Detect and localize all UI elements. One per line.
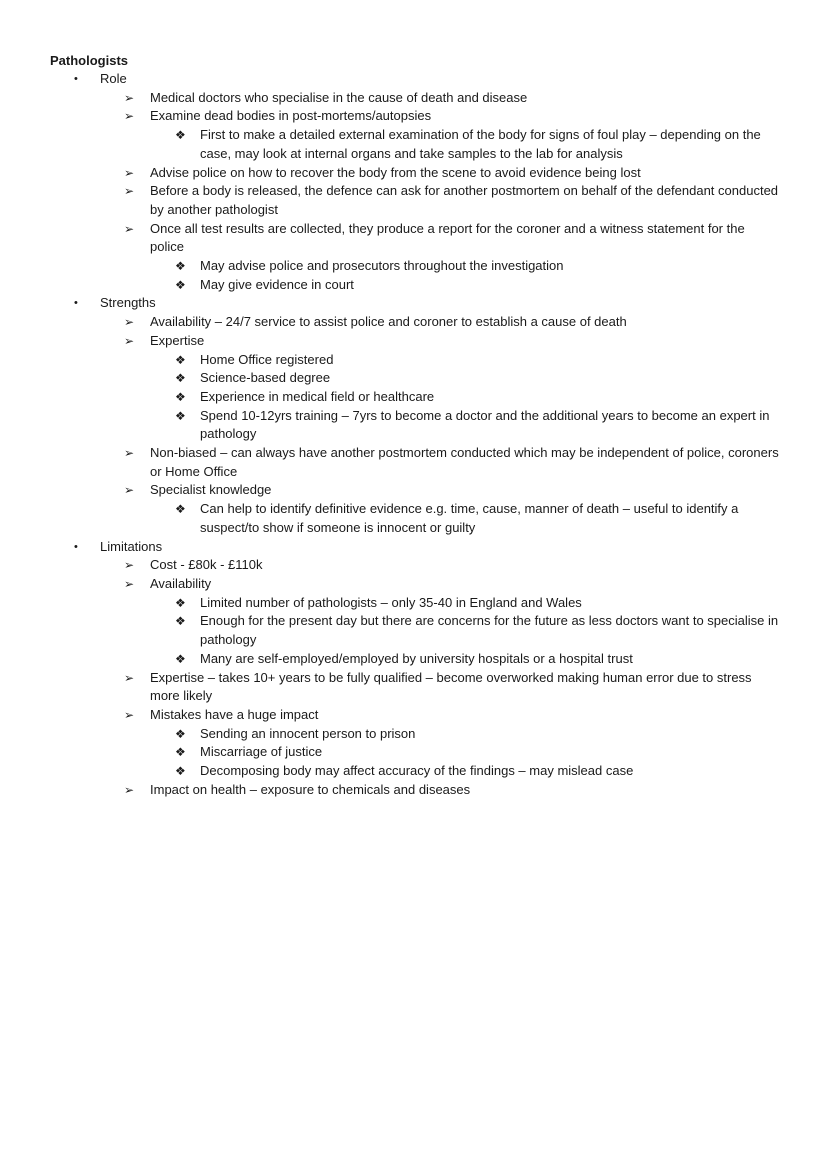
diamond-bullet-icon: ❖ xyxy=(175,726,186,741)
arrow-bullet-icon: ➢ xyxy=(124,315,135,330)
sub-list-item-text: Can help to identify definitive evidence e.g. time, cause, manner of death – useful to identify a suspect/to show if someone is innocent or guilty xyxy=(200,501,739,535)
sub-list-item xyxy=(0,743,780,762)
list-item xyxy=(0,556,780,575)
list-item-text: Specialist knowledge xyxy=(150,482,272,498)
section-limitations xyxy=(0,538,828,557)
sub-list-item-text: Sending an innocent person to prison xyxy=(200,725,416,741)
arrow-bullet-icon: ➢ xyxy=(124,184,135,199)
diamond-bullet-icon: ❖ xyxy=(175,128,186,143)
list-item-text: Impact on health – exposure to chemicals and diseases xyxy=(150,781,471,797)
sub-list-item-text: Spend 10-12yrs training – 7yrs to become a doctor and the additional years to become an expert in pathology xyxy=(200,407,770,442)
list-item-text: Medical doctors who specialise in the cause of death and disease xyxy=(150,89,528,105)
sub-list-item-text: Science-based degree xyxy=(200,370,331,386)
arrow-bullet-icon: ➢ xyxy=(124,221,135,236)
sub-list-item-text: Miscarriage of justice xyxy=(200,744,323,760)
list-item-text: Expertise – takes 10+ years to be fully qualified – become overworked making human error due to stress more likely xyxy=(150,669,752,704)
diamond-bullet-icon: ❖ xyxy=(175,389,186,404)
arrow-bullet-icon: ➢ xyxy=(124,558,135,573)
list-item-text: Examine dead bodies in post-mortems/autopsies xyxy=(150,108,432,124)
sub-list-item xyxy=(0,369,780,388)
bullet-icon: • xyxy=(74,540,78,553)
list-item-text: Before a body is released, the defence can ask for another postmortem on behalf of the defendant conducted by another pathologist xyxy=(150,183,779,217)
sub-list-item-text: May give evidence in court xyxy=(200,276,354,292)
list-item-text: Advise police on how to recover the body from the scene to avoid evidence being lost xyxy=(150,164,641,180)
arrow-bullet-icon: ➢ xyxy=(124,446,135,461)
list-item xyxy=(0,444,780,481)
list-item-text: Expertise xyxy=(150,332,205,348)
arrow-bullet-icon: ➢ xyxy=(124,90,135,105)
bullet-icon: • xyxy=(74,73,78,85)
section-heading: Strengths xyxy=(100,295,156,311)
sub-list-item xyxy=(0,725,780,744)
list-item xyxy=(0,182,780,219)
list-item-text: Once all test results are collected, they produce a report for the coroner and a witness statement for the police xyxy=(150,220,745,255)
sub-list-item xyxy=(0,500,780,537)
diamond-bullet-icon: ❖ xyxy=(175,371,186,386)
sub-list-item-text: First to make a detailed external examination of the body for signs of foul play – depending on the case, may look at internal organs and take samples to the lab for analysis xyxy=(200,127,761,161)
list-item xyxy=(0,89,780,108)
sub-list-item xyxy=(0,650,780,669)
list-item xyxy=(0,481,780,500)
list-item xyxy=(0,669,780,706)
sub-list-item xyxy=(0,257,780,276)
diamond-bullet-icon: ❖ xyxy=(175,352,186,367)
sub-list-item xyxy=(0,762,780,781)
sub-list-item xyxy=(0,407,780,444)
notes-list xyxy=(0,70,828,799)
sub-list-item-text: Experience in medical field or healthcare xyxy=(200,388,435,404)
arrow-bullet-icon: ➢ xyxy=(124,483,135,498)
bullet-icon: • xyxy=(74,297,78,310)
arrow-bullet-icon: ➢ xyxy=(124,670,135,685)
sub-list-item-text: Limited number of pathologists – only 35-40 in England and Wales xyxy=(200,594,582,610)
sub-list-item xyxy=(0,276,780,295)
section-heading: Role xyxy=(100,71,127,86)
sub-list-item xyxy=(0,388,780,407)
sub-list-item-text: Enough for the present day but there are concerns for the future as less doctors want to specialise in pathology xyxy=(200,613,779,648)
list-item-text: Mistakes have a huge impact xyxy=(150,706,319,722)
arrow-bullet-icon: ➢ xyxy=(124,782,135,797)
list-item xyxy=(0,164,780,183)
sub-list-item xyxy=(0,126,780,163)
arrow-bullet-icon: ➢ xyxy=(124,165,135,180)
diamond-bullet-icon: ❖ xyxy=(175,502,186,517)
diamond-bullet-icon: ❖ xyxy=(175,614,186,629)
arrow-bullet-icon: ➢ xyxy=(124,707,135,722)
list-item xyxy=(0,220,780,257)
diamond-bullet-icon: ❖ xyxy=(175,259,186,274)
sub-list-item xyxy=(0,594,780,613)
sub-list-item-text: May advise police and prosecutors throughout the investigation xyxy=(200,258,564,274)
list-item-text: Cost - £80k - £110k xyxy=(150,557,263,573)
list-item-text: Availability – 24/7 service to assist police and coroner to establish a cause of death xyxy=(150,314,627,330)
diamond-bullet-icon: ❖ xyxy=(175,277,186,292)
sub-list-item-text: Decomposing body may affect accuracy of the findings – may mislead case xyxy=(200,763,634,779)
list-item xyxy=(0,781,780,800)
arrow-bullet-icon: ➢ xyxy=(124,109,135,124)
diamond-bullet-icon: ❖ xyxy=(175,764,186,779)
diamond-bullet-icon: ❖ xyxy=(175,651,186,666)
list-item xyxy=(0,332,780,351)
sub-list-item-text: Many are self-employed/employed by university hospitals or a hospital trust xyxy=(200,650,633,666)
sub-list-item xyxy=(0,351,780,370)
sub-list-item xyxy=(0,612,780,649)
list-item xyxy=(0,575,780,594)
diamond-bullet-icon: ❖ xyxy=(175,408,186,423)
page-title: Pathologists xyxy=(50,53,129,68)
sub-list-item-text: Home Office registered xyxy=(200,351,334,367)
list-item xyxy=(0,313,780,332)
list-item xyxy=(0,107,780,126)
list-item-text: Availability xyxy=(150,575,212,591)
arrow-bullet-icon: ➢ xyxy=(124,576,135,591)
diamond-bullet-icon: ❖ xyxy=(175,595,186,610)
section-role xyxy=(0,70,828,89)
diamond-bullet-icon: ❖ xyxy=(175,745,186,760)
list-item xyxy=(0,706,780,725)
section-strengths xyxy=(0,294,828,313)
section-heading: Limitations xyxy=(100,538,163,554)
arrow-bullet-icon: ➢ xyxy=(124,333,135,348)
list-item-text: Non-biased – can always have another postmortem conducted which may be independent of police, coroners or Home Office xyxy=(150,445,779,479)
